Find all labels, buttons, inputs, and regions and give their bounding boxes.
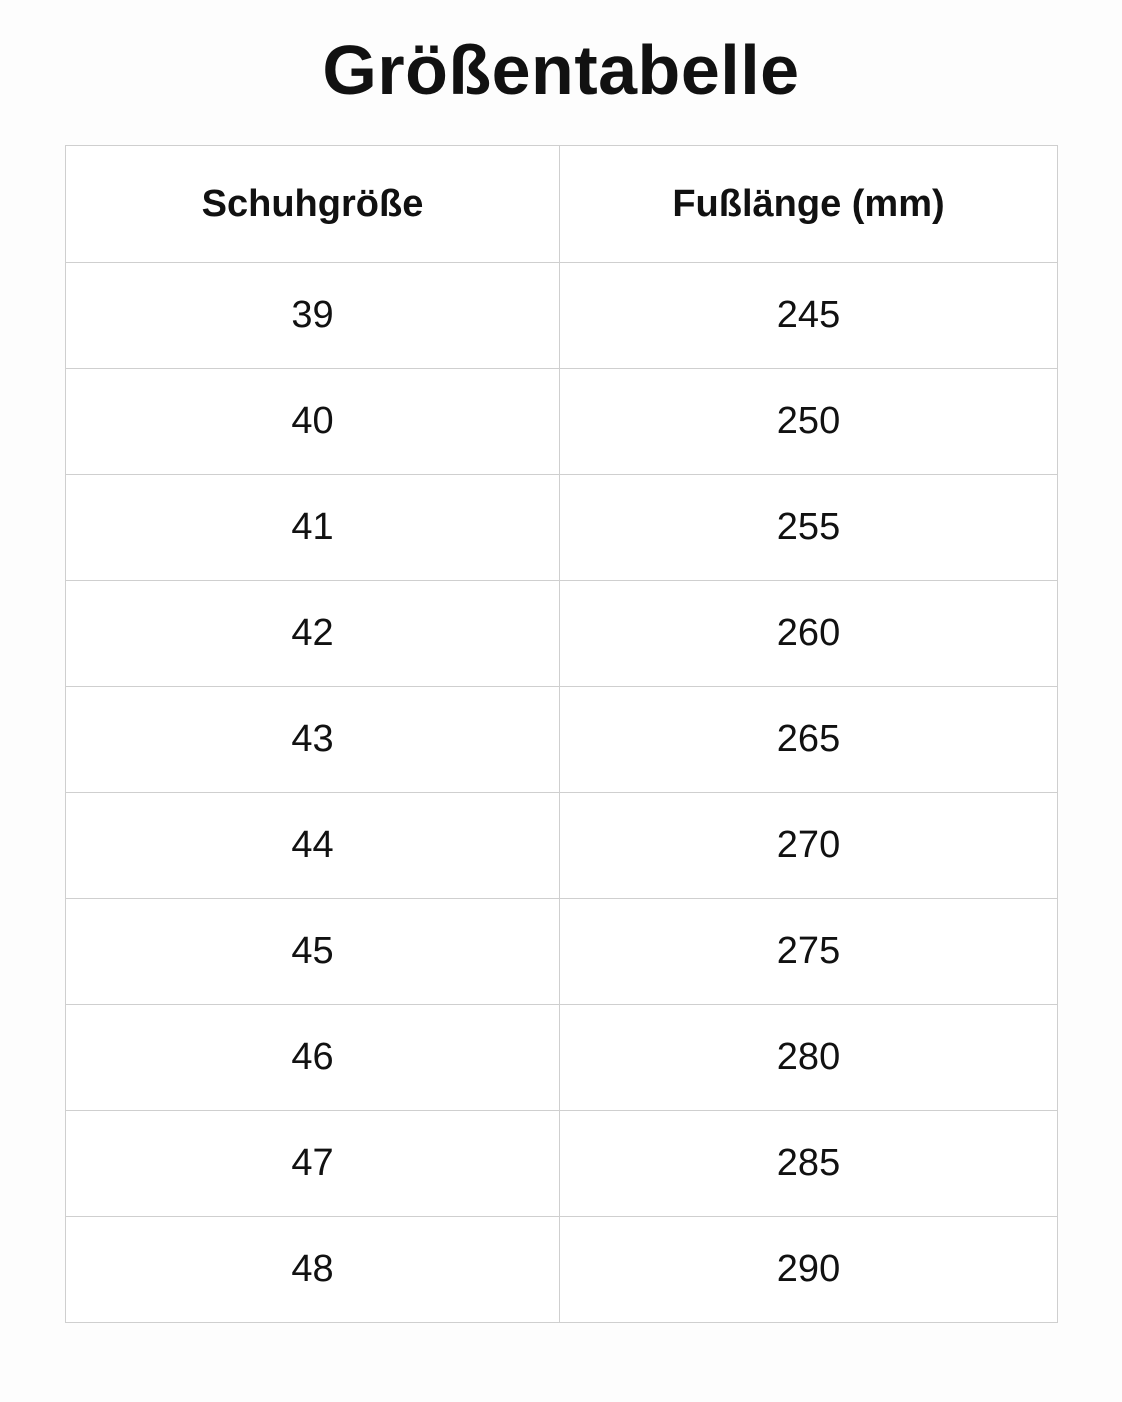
table-row: [66, 793, 1058, 899]
shoe-size-cell: 40: [66, 369, 560, 475]
header-foot-length: Fußlänge (mm): [560, 146, 1058, 263]
foot-length-cell: 285: [560, 1111, 1058, 1217]
foot-length-cell: 270: [560, 793, 1058, 899]
foot-length-cell: 280: [560, 1005, 1058, 1111]
shoe-size-cell: 45: [66, 899, 560, 1005]
shoe-size-cell: 44: [66, 793, 560, 899]
foot-length-cell: 290: [560, 1217, 1058, 1323]
shoe-size-cell: 43: [66, 687, 560, 793]
shoe-size-cell: 42: [66, 581, 560, 687]
header-shoe-size: Schuhgröße: [66, 146, 560, 263]
foot-length-cell: 275: [560, 899, 1058, 1005]
table-row: [66, 581, 1058, 687]
table-row: [66, 475, 1058, 581]
table-row: [66, 1005, 1058, 1111]
table-row: [66, 369, 1058, 475]
shoe-size-cell: 41: [66, 475, 560, 581]
table-header-row: [66, 146, 1058, 263]
shoe-size-cell: 48: [66, 1217, 560, 1323]
shoe-size-cell: 39: [66, 263, 560, 369]
foot-length-cell: 250: [560, 369, 1058, 475]
foot-length-cell: 255: [560, 475, 1058, 581]
shoe-size-cell: 46: [66, 1005, 560, 1111]
table-row: [66, 263, 1058, 369]
size-table: [65, 145, 1058, 1323]
page-title: Größentabelle: [322, 31, 800, 109]
table-row: [66, 899, 1058, 1005]
table-row: [66, 1217, 1058, 1323]
foot-length-cell: 245: [560, 263, 1058, 369]
table-row: [66, 687, 1058, 793]
foot-length-cell: 265: [560, 687, 1058, 793]
shoe-size-cell: 47: [66, 1111, 560, 1217]
table-row: [66, 1111, 1058, 1217]
foot-length-cell: 260: [560, 581, 1058, 687]
